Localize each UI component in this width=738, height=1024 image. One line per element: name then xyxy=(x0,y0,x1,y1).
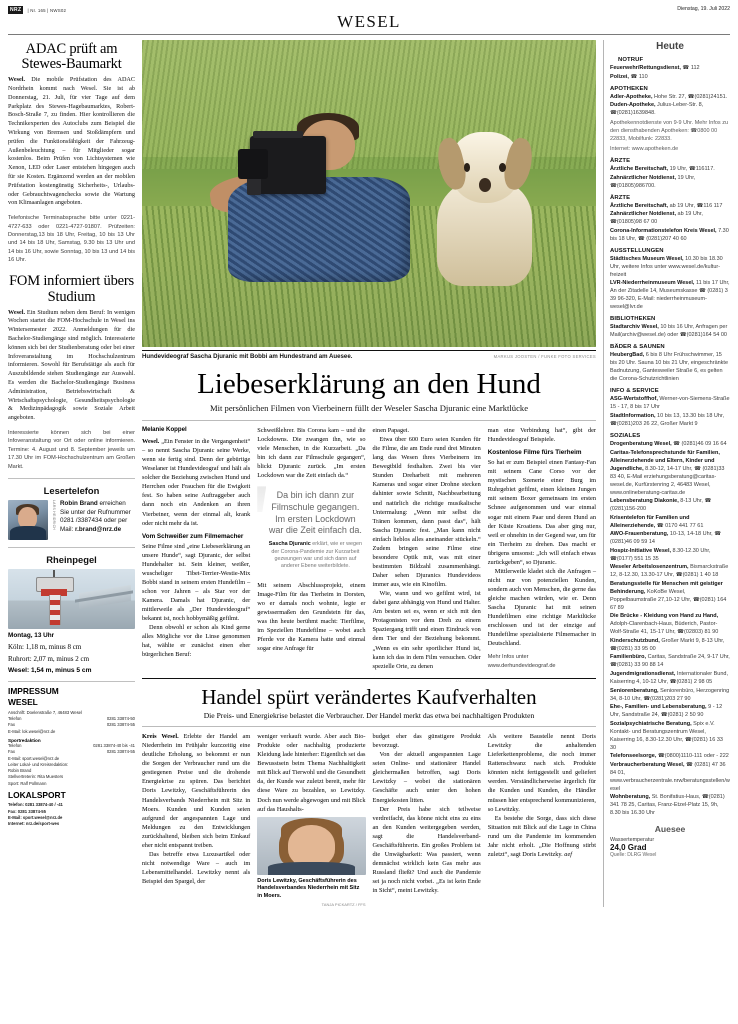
page-columns xyxy=(8,40,730,907)
impressum-leiter-name: Robin Brand xyxy=(8,768,32,774)
dateline-adac: Wesel. xyxy=(8,76,26,84)
article-paragraph: Wie, wann und wo gefilmt wird, ist dabei ganz abhängig von Hund und Halter. Am besten sei es, wenn er sich mit den Protagonisten vor dem Dreh zu einem Spaziergang trifft und einen Eindruck von dem Tier und der Beziehung bekommt. „Wenn es ein sehr sportlicher Hund ist, kann ich das in dem Film versuchen. Oder spezielle Orte, zu denen xyxy=(372,590,481,670)
heute-entry xyxy=(610,580,730,612)
heute-entry-name: LVR-Niederrheinmuseum Wesel, xyxy=(610,280,695,287)
nrz-logo: NRZ xyxy=(10,7,22,13)
impressum-stellv: Stellvertreterin: Rita Muesters xyxy=(8,774,64,780)
heute-entry-name: Krisentelefon für Familien und Alleinerziehende, xyxy=(610,514,690,529)
impressum-value: 0281 33874-40 bis -41 xyxy=(93,742,135,748)
heute-entry-name: Caritas-Telefonsprechstunde für Familien, Alleinerziehende und Eltern, Kinder und Jugendliche, xyxy=(610,449,720,472)
heute-entry xyxy=(610,165,730,173)
secondary-paragraph xyxy=(488,814,596,859)
lokalsport-line: Fax: 0281 33874-55 xyxy=(8,808,46,814)
rheinpegel-row: Wesel: 1,54 m, minus 5 cm xyxy=(8,666,92,674)
secondary-signature: aef xyxy=(564,850,572,858)
secondary-col-1 xyxy=(142,732,250,907)
impressum-mail-2[interactable]: E-Mail: sport.wesel@nrz.de xyxy=(8,755,60,761)
article-paragraph: Mit seinem Abschlussprojekt, einem Image-Film für das Tierheim in Dorsten, wo er damals noch wohnte, legte er gewissermaßen den Grundstein für das, was ihn heute berühmt macht: Tierfilme, im Speziellen Hundefilme – wobei auch Pferde vor die Kamera hatte und einmal sogar eine Anfrage für xyxy=(257,581,366,653)
heute-entry-name: Sozialpsychiatrische Beratung, xyxy=(610,720,692,727)
impressum-mail-1[interactable]: E-Mail: lok.wesel@nrz.de xyxy=(8,728,56,734)
heute-entry xyxy=(610,530,730,546)
rheinpegel-row: Ruhrort: 2,07 m, minus 2 cm xyxy=(8,654,90,663)
pull-quote-attribution xyxy=(267,541,363,571)
article-paragraph: Schweißlehrer. Bis Corona kam – und die Lockdowns. Die zwangen ihn, wie so viele Menschen, in die Kurzarbeit. „Da bin ich dann zur Filmschule gegangen“, blickt Djuranic zurück. „Im ersten Lockdown war die Zeit einfach da.“ xyxy=(257,427,366,480)
heute-entry xyxy=(610,351,730,383)
divider-impressum xyxy=(8,681,135,682)
heute-entry-name: Ärztliche Bereitschaft, xyxy=(610,202,669,209)
heute-entry-details: Spix e.V. Kontakt- und Beratungszentrum Wesel, Kaiserring 16, 8.30-12.30 Uhr, ☎(0281) 16 33 30 xyxy=(610,720,723,751)
heute-entry-details: 19 Uhr, ☎116117. xyxy=(668,166,715,173)
heute-entry-name: Kinderschutzbund, xyxy=(610,637,660,644)
heute-entry-name: AWO-Frauenberatung, xyxy=(610,531,669,538)
heute-entry xyxy=(610,93,730,101)
left-column xyxy=(8,40,135,907)
heute-entry xyxy=(610,637,730,653)
heute-entry-details: Adolph-Clarenbach-Haus, Büderich, Pastor-Wolf-Straße 41, 15-17 Uhr, ☎(02803) 81 90 xyxy=(610,621,719,636)
masthead-rule xyxy=(8,34,730,35)
brief-body-fom xyxy=(8,309,135,423)
article-subheading: Kostenlose Filme fürs Tierheim xyxy=(487,449,582,457)
article-subheading: Vom Schweißer zum Filmemacher xyxy=(142,532,244,540)
heute-entry-name: Verbraucherberatung Wesel, xyxy=(610,761,685,768)
heute-entry-name: Zahnärztlicher Notdienst, xyxy=(610,211,677,218)
impressum-label: Telefon xyxy=(8,716,22,722)
heute-entry-name: Drogenberatung Wesel, xyxy=(610,441,672,448)
heute-entry-details: 10.30 bis 18.30 Uhr, weitere Infos unter www.wesel.de/kultur-freizeit xyxy=(610,255,723,278)
secondary-paragraph: budget eher das günstigere Produkt bevorzugt. xyxy=(372,733,481,750)
heute-entry-details: ☎ 112 xyxy=(680,65,700,71)
secondary-photo xyxy=(257,817,365,875)
heute-entry-name: Familienbüro, xyxy=(610,654,647,661)
heute-entry xyxy=(610,670,730,686)
secondary-col-3 xyxy=(373,732,481,907)
camera-icon xyxy=(250,136,326,193)
auesee-value: 24,0 Grad xyxy=(610,843,647,853)
heute-entry xyxy=(610,703,730,719)
article-paragraph xyxy=(142,437,250,528)
heute-entry xyxy=(610,514,730,530)
secondary-paragraph: Von der aktuell angespannten Lage seien Online- und stationärer Handel gleichermaßen betroffen, sagt Doris Lewitzky – wobei die stationären Geschäfte auch unter den hohen Energiekosten litten. xyxy=(372,751,481,804)
masthead-date: Dienstag, 19. Juli 2022 xyxy=(677,6,730,12)
heute-entry-details: ☎ 110 xyxy=(628,73,648,80)
page-title: WESEL xyxy=(337,12,401,31)
heute-entry-details: 10-13, 14-18 Uhr, ☎ (0281)46 09 59 14 xyxy=(610,531,722,546)
article-paragraph: einen Papagei. xyxy=(372,427,410,434)
lesertelefon-heading: Lesertelefon xyxy=(43,484,100,496)
photo-caption: Hundevideograf Sascha Djuranic mit Bobbi am Hundestrand am Auesee. xyxy=(142,353,353,360)
article-col-4 xyxy=(488,426,596,671)
secondary-paragraph: weniger verkauft wurde. Aber auch Bio-Produkte oder nachhaltig produzierte Kleidung lade hinterher: Eigentlich sei das Bewusstsein beim Thema Nachhaltigkeit mit Blick auf Tierwohl und die Gesundheit da, der Kunde war zuletzt bereit, mehr für diese Ware zu bezahlen, so Lewitzky. Doch nun werde abgewogen und mit Blick auf das Haushalts- xyxy=(257,733,366,813)
editor-avatar xyxy=(8,500,48,540)
edition-number: | Nr. 165 | NWS02 xyxy=(27,7,67,13)
heute-entry-details: 10 bis 13, 13.30 bis 18 Uhr, ☎(0281)203 26 22, Großer Markt 9 xyxy=(610,413,725,428)
heute-entry xyxy=(610,612,730,636)
pull-quote-text: Da bin ich dann zur Filmschule gegangen. Im ersten Lockdown war die Zeit einfach da. xyxy=(268,490,362,536)
heute-section-heading: BÄDER & SAUNEN xyxy=(610,344,665,351)
heute-entry-details: 6 bis 8 Uhr Frühschwimmer, 15 bis 20 Uhr. Sauna 10 bis 21 Uhr, eingeschränkte Badnutzung, Gantesweiler Straße 6, es gelten die Corona-Schutzrichtlinien xyxy=(610,352,729,383)
heute-entry-details: ☎ (0281)46 09 16 64 xyxy=(671,441,727,448)
heute-entry xyxy=(610,227,730,243)
heute-entry xyxy=(610,547,730,563)
heute-entry-name: ASG-Wertstoffhof, xyxy=(610,396,658,403)
article-dateline: Wesel. xyxy=(142,438,160,445)
heute-entry xyxy=(610,563,730,579)
impressum-label: Fax xyxy=(8,749,15,755)
impressum-address: Anschrift: Doelenstraße 7, 46483 Wesel xyxy=(8,709,82,715)
secondary-headline: Handel spürt verändertes Kaufverhalten xyxy=(201,684,537,709)
impressum-leiter-label: Leiter Lokal- und Kreisredaktion: xyxy=(8,761,69,767)
heute-entry-details: 7.30 bis 18 Uhr, ☎ (0281)207 40 60 xyxy=(610,227,729,242)
heute-entry-name: Hospiz-Initiative Wesel, xyxy=(610,547,672,554)
heute-section-heading: INFO & SERVICE xyxy=(610,388,659,395)
pull-quote xyxy=(257,484,365,575)
lead-photo xyxy=(142,40,596,347)
photo-subject-dog xyxy=(437,132,532,286)
rheinpegel-photo xyxy=(8,569,135,629)
article-col-3 xyxy=(373,426,481,671)
secondary-dateline: Kreis Wesel. xyxy=(142,733,179,741)
heute-entry-name: Adler-Apotheke, xyxy=(610,93,653,100)
heute-entry-name: Die Brücke - Kleidung von Hand zu Hand, xyxy=(610,613,719,620)
impressum-label: Telefon xyxy=(8,742,22,748)
heute-entry xyxy=(610,395,730,411)
heute-entry-name: Corona-Informationstelefon Kreis Wesel, xyxy=(610,227,717,234)
secondary-columns xyxy=(142,732,596,907)
heute-entry-details: 11 bis 17 Uhr, An der Zitadelle 14, Museumskasse ☎ (0281) 3 39 96-320, E-Mail: niederrheinmuseum-wesel@lvr.de xyxy=(610,280,730,311)
heute-entry xyxy=(610,64,730,72)
heute-entry-name: HeubergBad, xyxy=(610,352,645,359)
divider-lesertelefon xyxy=(8,478,135,479)
rheinpegel-row: Köln: 1,18 m, minus 8 cm xyxy=(8,642,82,651)
heute-entry-name: Telefonseelsorge, xyxy=(610,753,657,760)
impressum-value: 0281 33874-55 xyxy=(106,722,135,728)
heute-entry xyxy=(610,653,730,669)
heute-entry-details: 10 bis 16 Uhr, Anfragen per Mail(archiv@wesel.de) oder ☎(0281)164 54 00 xyxy=(610,324,728,339)
heute-entry-name: Feuerwehr/Rettungsdienst, xyxy=(610,65,681,71)
heute-entry xyxy=(610,412,730,428)
heute-sections xyxy=(610,57,730,817)
heute-entry xyxy=(610,279,730,311)
heute-entry-name: Duden-Apotheke, xyxy=(610,102,656,109)
rheinpegel-date: Montag, 13 Uhr xyxy=(8,631,55,639)
auesee-label: Wassertemperatur xyxy=(610,837,655,844)
lesertelefon-text xyxy=(60,500,135,535)
heute-entry xyxy=(610,174,730,190)
heute-entry-details: 8.30-12.30 Uhr, ☎(0177) 551 15 35 xyxy=(610,547,711,562)
heute-entry-name: Jugendmigrationsdienst, xyxy=(610,670,676,677)
heute-entry-details: Internationaler Bund, Kaiserring 4, 10-12 Uhr, ☎(0281) 2 98 05 xyxy=(610,670,728,685)
heute-section-heading: SOZIALES xyxy=(610,433,641,440)
heute-entry-name: StadtInformation, xyxy=(610,413,656,419)
secondary-paragraph: Das betreffe etwa Luxusartikel oder nicht notwendige Ware – auch im Lebensmittelhandel. Lewitzky nennt als Beispiel den Spargel, der xyxy=(142,850,251,886)
heute-section-heading: ÄRZTE xyxy=(610,194,631,201)
impressum-value: 0281 33874-55 xyxy=(106,749,135,755)
article-rule xyxy=(142,420,596,421)
heute-entry-details: St. Bonifatius-Haus, ☎(0281) 341 78 25, Caritas, Franz-Etzel-Platz 15, 9h, 8.30 bis 16.30 Uhr xyxy=(610,794,725,817)
heute-title: Heute xyxy=(656,41,684,52)
heute-entry-details: Bismarckstraße 12, 8-12.30, 13.30-17 Uhr, ☎(0281) 1 40 18 xyxy=(610,564,729,579)
brief-text-fom: Ein Studium neben dem Beruf: In wenigen Wochen startet die FOM-Hochschule in Wesel ins Wintersemester 2022. Anmeldungen für die Bachelor-Studiengänge sind möglich. Interessierte können sich bei der Studienberatung oder bei einer Infoveranstaltung im Hochschulzentrum informieren. Sowohl für Berufstätige als auch für Auszubildende stehen Studiengänge zur Auswahl. Es werden die Bachelor-Studiengänge Business Administration, Betriebswirtschaft & Wirtschaftspsychologie, Gesundheitspsychologie & Medizinpädagogik sowie Soziale Arbeit angeboten. xyxy=(8,308,136,422)
heute-entry xyxy=(610,323,730,339)
heute-entry-name: Zahnärztlicher Notdienst, xyxy=(610,174,677,181)
dateline-fom: Wesel. xyxy=(8,308,26,316)
heute-entry-name: Seniorenberatung, xyxy=(610,687,659,694)
heute-entry-details: ☎ (0281) 47 36 84 01, www.verbraucherzentrale.nrw/beratungsstellen/wesel xyxy=(610,761,730,792)
heute-entry xyxy=(610,752,730,760)
brief-headline-adac: ADAC prüft am Stewes-Baumarkt xyxy=(21,41,122,73)
heute-section-note: Internet: www.apotheken.de xyxy=(610,146,679,153)
impressum-heading-2: WESEL xyxy=(8,697,38,708)
heute-entry-details: Julius-Leber-Str. 8, ☎(0281)1639848. xyxy=(610,102,704,117)
secondary-text: Erlebte der Handel am Niederrhein im Frühjahr kurzzeitig eine deutliche Erholung, so bekommt er nun die Sorgen der Verbraucher rund um die gestiegenen Preise und die drohende Energiekrise zu spüren. Das berichtet Doris Lewitzky, Geschäftsführerin des Handelsverbands Niederrhein mit Sitz in Moers. Kunden und Kunden seien aufgrund der angespannten Lage und Meldungen zu den Entwicklungen zurückhaltend, bleiben sich beim Einkauf eher nicht entspannt treiben. xyxy=(142,733,251,849)
secondary-article xyxy=(142,678,596,907)
heute-entry-details: 8-13 Uhr, ☎ (0281)156-200 xyxy=(610,498,712,513)
impressum-value: 0281 33874-50 xyxy=(106,716,135,722)
heute-entry-name: Ärztliche Bereitschaft, xyxy=(610,166,669,173)
lokalsport-line[interactable]: E-Mail: sport.wesel@nrz.de xyxy=(8,815,63,820)
article-byline: Melanie Koppel xyxy=(142,426,187,433)
heute-entry-details: KoKoBe Wesel, Poppelbaumstraße 27,10-12 Uhr, ☎(0281) 164 67 89 xyxy=(610,588,727,611)
heute-section-heading: BIBLIOTHEKEN xyxy=(610,316,656,323)
heute-entry-details: Seniorenbüro, Herzogenring 34, 8-10 Uhr, ☎(0281)203 27 90 xyxy=(610,687,730,702)
secondary-photo-caption: Doris Lewitzky, Geschäftsführerin des Handelsverbandes Niederrhein mit Sitz in Moers. xyxy=(257,877,360,899)
heute-entry xyxy=(610,761,730,793)
heute-section-heading: NOTRUF xyxy=(618,57,644,63)
heute-entry-name: Städtisches Museum Wesel, xyxy=(610,255,684,262)
main-column xyxy=(142,40,596,907)
article-paragraph: Seine Filme sind „eine Liebeserklärung an unsere Hunde“, sagt Djuranic, der selbst Hundehalter ist. Sein kleiner, weißer, wuscheliger Tibet-Terrier-Westie-Mix Bobbi stand in seinem ersten Hundefilm – schon vor Jahren – als Star vor der Kamera. Damals hat Djuranic, der mittlerweile als „Der Hundevideograf“ bekannt ist, noch hobbymäßig gefilmt. xyxy=(142,542,251,623)
heute-entry-name: Weseler Arbeitslosenzentrum, xyxy=(610,564,689,571)
pull-quote-name: Sascha Djuranic xyxy=(268,541,311,548)
right-column-heute xyxy=(603,40,730,907)
article-col-2 xyxy=(257,426,365,671)
heute-entry xyxy=(610,210,730,226)
editor-name: Robin Brand xyxy=(60,499,98,507)
article-paragraph: Denn obwohl er schon als Kind gerne alles Mögliche vor die Linse genommen hat, wählte er zunächst einen eher bürgerlichen Beruf: xyxy=(142,624,251,659)
article-headline: Liebeserklärung an den Hund xyxy=(197,368,541,400)
lesertelefon-text-2: oder per Mail: xyxy=(60,517,128,533)
pull-quote-role: erklärt, wie er wegen der Corona-Pandemie zur Kurzarbeit gezwungen war und sich dann auf anderer Ebene weiterbildete. xyxy=(271,541,362,570)
heute-entry xyxy=(610,255,730,279)
heute-entry-name: Polizei, xyxy=(610,73,629,80)
heute-entry-details: Hohe Str. 27, ☎(0281)24151. xyxy=(652,93,728,100)
lokalsport-line[interactable]: Internet: nrz.de/sport-wes xyxy=(8,821,60,827)
heute-section-heading: APOTHEKEN xyxy=(610,85,648,92)
impressum-heading-1: IMPRESSUM xyxy=(8,685,59,696)
avatar-credit: LARS HEIDRICH xyxy=(52,499,56,531)
lesertelefon-mail[interactable]: r.brand@nrz.de xyxy=(75,525,122,533)
heute-entry xyxy=(610,793,730,817)
lokalsport-line: Telefon: 0281 33874-40 / -41 xyxy=(8,802,63,808)
photo-credit: MARKUS JOOSTEN / FUNKE FOTO SERVICES xyxy=(493,354,596,359)
secondary-paragraph xyxy=(142,732,250,850)
heute-entry-details: 19 Uhr, ☎(01805)986700. xyxy=(610,174,696,189)
secondary-text: Es bestehe die Sorge, dass sich diese Situation mit Blick auf die Lage in China rund um die Pandemie im kommenden Jahr nicht erholt. „Die Hoffnung stirbt zuletzt“, sagt Doris Lewitzky. xyxy=(487,814,596,858)
secondary-paragraph: Als weitere Baustelle nennt Doris Lewitzky die anhaltenden Lieferkettenprobleme, die noch immer Rattenschwanz nach sich. Produkte könnten nicht fertiggestellt und geliefert werden. Verständlicherweise ärgerlich für die Kunden und Kunden, die Händler müssen hier entsprechend kommunizieren, so Lewitzky. xyxy=(487,733,596,813)
heute-section-heading: AUSSTELLUNGEN xyxy=(610,247,664,254)
secondary-col-2 xyxy=(257,732,365,907)
lokalsport-heading: LOKALSPORT xyxy=(8,790,66,800)
brief-body-adac xyxy=(8,76,135,208)
article-paragraph: So hat er zum Beispiel einen Fantasy-Fan mit seinem Cane Corso vor der mystischen Szenerie einer Burg im Ruhrgebiet gefilmt, einen kleinen Jungen mit seinem Boxer gemeinsam im ersten Schnee aufgenommen und war einmal sogar mit einem Paar und deren Hund an der Küste Kroatiens. Das aber ging nur, weil er ohnehin in der Gegend war, um für ein Tierheim zu drehen. Das macht er übrigens umsonst: „Ich will einfach etwas zurückgeben“, so Djuranic. xyxy=(487,459,596,566)
article-paragraph: man eine Verbindung hat“, gibt der Hundevideograf Beispiele. xyxy=(487,427,596,444)
heute-entry xyxy=(610,101,730,117)
heute-entry xyxy=(610,497,730,513)
heute-entry-details: ab 19 Uhr, ☎116 117 xyxy=(668,202,723,209)
lighthouse-icon xyxy=(41,577,67,623)
article-more-info[interactable]: Mehr Infos unter www.derhundevideograf.de xyxy=(487,654,556,669)
impressum-label: Fax xyxy=(8,722,15,728)
heute-entry-details: Caritas, Sandstraße 24, 9-17 Uhr, ☎(0281) 33 90 88 14 xyxy=(610,654,730,669)
heute-entry xyxy=(610,202,730,210)
secondary-paragraph: Der Preis habe sich teilweise verdreifacht, das könne nicht eins zu eins an den Kunden weitergegeben werden, sagt die Handelsverband-Geschäftsführerin. Ein großes Problem ist die Unwägbarkeit: Was passiert, wenn demnächst wirklich kein Gas mehr aus Russland fließt? Und auch die Pandemie sei ja noch nicht vorbei. „Es ist kein Ende in Sicht“, meint Lewitzky. xyxy=(372,805,481,895)
article-paragraph: Mittlerweile kladet sich die Anfragen – nicht nur von potenziellen Kunden, sondern auch von Menschen, die gerne das gleiche machen würden, wie er. Denn Sascha Djuranic hat mit seinen Hundefilmen eine richtige Marktlücke erschlossen und ist der einzige auf Hundefilme spezialisierte Filmemacher in Deutschland. xyxy=(487,567,596,648)
secondary-col-4 xyxy=(488,732,596,907)
heute-entry-details: ab 19 Uhr, ☎(01805)98 67 00 xyxy=(610,211,703,226)
auesee-title: Auesee xyxy=(654,824,686,835)
heute-entry-name: Lebensberatung Diakonie, xyxy=(610,498,679,505)
brief-text-adac: Die mobile Prüfstation des ADAC Nordrhein kommt nach Wesel. Sie ist ab Donnerstag, 21. Juli, für vier Tage auf dem Parkplatz des Stewes-Hagebaumarktes, Robert-Bosch-Straße 7, zu finden. Hier kontrollieren die Technikexperten des Autoclubs zum Beispiel die Wirkung von Bremsen und Stoßdämpfern und prüfen die Funktionsfähigkeit der Fahrzeug-Außenbeleuchtung – für Mitglieder sogar kostenlos. Beim Prüfen von Lichtsystemen wie Xenon, LED oder Laser entstehen hingegen auch für sie Kosten. Ergänzend werden an der mobilen Prüfstation kostengünstig Sicherheits-, Urlaubs- oder Gebrauchtwagenchecks sowie die Wartung von Klimaanlagen angeboten. xyxy=(8,76,136,207)
article-col-1 xyxy=(142,426,250,671)
lesertelefon-block xyxy=(8,500,135,540)
heute-entry-name: Beratungsstelle für Menschen mit geistiger Behinderung, xyxy=(610,580,723,595)
photo-subject-man xyxy=(228,123,410,292)
heute-entry-details: ☎(0800)1110-111 oder - 222 xyxy=(656,753,729,760)
heute-entry xyxy=(610,720,730,752)
heute-entry-details: ☎ 0170 441 77 61 xyxy=(655,522,704,529)
lesertelefon-text-1: erreichen Sie unter der Rufnummer xyxy=(60,499,131,516)
heute-entry-name: Stadtarchiv Wesel, xyxy=(610,324,659,331)
photo-caption-row xyxy=(142,351,596,360)
lesertelefon-phone[interactable]: 0281 /3387434 xyxy=(60,517,103,525)
brief-headline-fom: FOM informiert übers Studium xyxy=(9,273,134,305)
brief-info-fom: Interessierte können sich bei einer Infoveranstaltung vor Ort oder online informieren. Termine: 4. August und 8. September jeweils um 17.30 Uhr im FOM-Hochschulzentrum am Großen Markt. xyxy=(8,429,135,470)
article-paragraph: Etwa über 600 Euro seien Kunden für die Filme, die am Ende rund drei Minuten lang das Wesen ihres Vierbeinern im Bewegtbild festhalten. Zwei bis vier Stunden Dreharbeit mit mehreren Kameras und sogar einer Drohne stecken dahinter sowie Schnitt, Nachbearbeitung und natürlich die richtige musikalische Untermalung: „Wenn mir selbst die Tränen kommen, dann passt das“, hält Sascha Djuranic fest. „Man kann nicht einfach lieblos alles aneinander stückeln.“ Zudem bringen seine Filme eine besondere Optik mit, was mit einer bestimmten Bildzahl zusammenhängt. Daher sehen Djuranics Hundevideos immer aus, wie ein Kinofilm. xyxy=(372,436,481,589)
impressum-sport-heading: Sportredaktion xyxy=(8,737,41,743)
heute-entry xyxy=(610,687,730,703)
article-subheadline: Mit persönlichen Filmen von Vierbeinern füllt der Weseler Sascha Djuranic eine Marktlücke xyxy=(209,403,529,413)
heute-entry xyxy=(610,73,730,81)
article-columns xyxy=(142,426,596,671)
secondary-photo-credit: TANJA PICKARTZ / FFS xyxy=(321,901,366,907)
heute-entry-name: Ehe-, Familien- und Lebensberatung, xyxy=(610,704,707,711)
heute-entry xyxy=(610,440,730,448)
heute-entry-details: 9 - 12 Uhr, Sandstraße 24, ☎(0281) 2 50 90 xyxy=(610,704,723,719)
heute-entry-details: Werner-von-Siemens-Straße 15 - 17, 8 bis 17 Uhr xyxy=(610,396,730,411)
secondary-subheadline: Die Preis- und Energiekrise belastet die Verbraucher. Der Handel merkt das etwa bei nachhaltigen Produkten xyxy=(203,711,535,721)
article-text: „Ein Fenster in die Vergangenheit“ – so nennt Sascha Djuranic seine Werke, wenn sie fertig sind. Denn der gebürtige Weselaner ist Hundevideograf und hält als solcher die Beziehung zwischen Hund und Herrchen oder Frauchen für die Ewigkeit fest. So haben seine Auftraggeber auch dann noch ein Andenken an ihren Vierbeiner, wenn der einmal alt, krank oder nicht mehr da ist. xyxy=(142,438,251,527)
heute-entry-details: 8.30-12, 14-17 Uhr, ☎ (0281)33 83 40, E-Mail erziehungsberatung@caritas-wesel.de, Kurfürstenring 2, 46483 Wesel, www.onlineberatung-caritas.de xyxy=(610,465,725,496)
heute-section-note: Apothekennotdienste von 9-9 Uhr. Mehr Infos zu den diensthabenden Apotheken: ☎0800 00 22833, Mobilfunk: 22833. xyxy=(610,120,729,143)
heute-entry-details: Großer Markt 9, 8-13 Uhr, ☎(0281) 33 95 00 xyxy=(610,637,725,652)
impressum-sport-leitung: Sport: Ralf Pollmann xyxy=(8,780,47,786)
rheinpegel-heading: Rheinpegel xyxy=(46,553,97,565)
brief-info-adac: Telefonische Terminabsprache bitte unter 0221-4727-633 oder 0221-4727-91807. Prüfzeiten: Donnerstag,13 bis 18 Uhr, Freitag, 10 bis 13 Uhr und 14 bis 18 Uhr, Samstag, 9.30 bis 13 Uhr und 14 bis 16 Uhr, sowie Sonntag, 10 bis 13 und 14 bis 16 Uhr. xyxy=(8,215,135,264)
secondary-rule xyxy=(142,726,596,727)
heute-entry xyxy=(610,449,730,497)
heute-entry-name: Wohnberatung, xyxy=(610,794,651,801)
auesee-source: Quelle: DLRG Wesel xyxy=(610,852,657,859)
divider-rheinpegel xyxy=(8,547,135,548)
heute-section-heading: ÄRZTE xyxy=(610,158,631,165)
